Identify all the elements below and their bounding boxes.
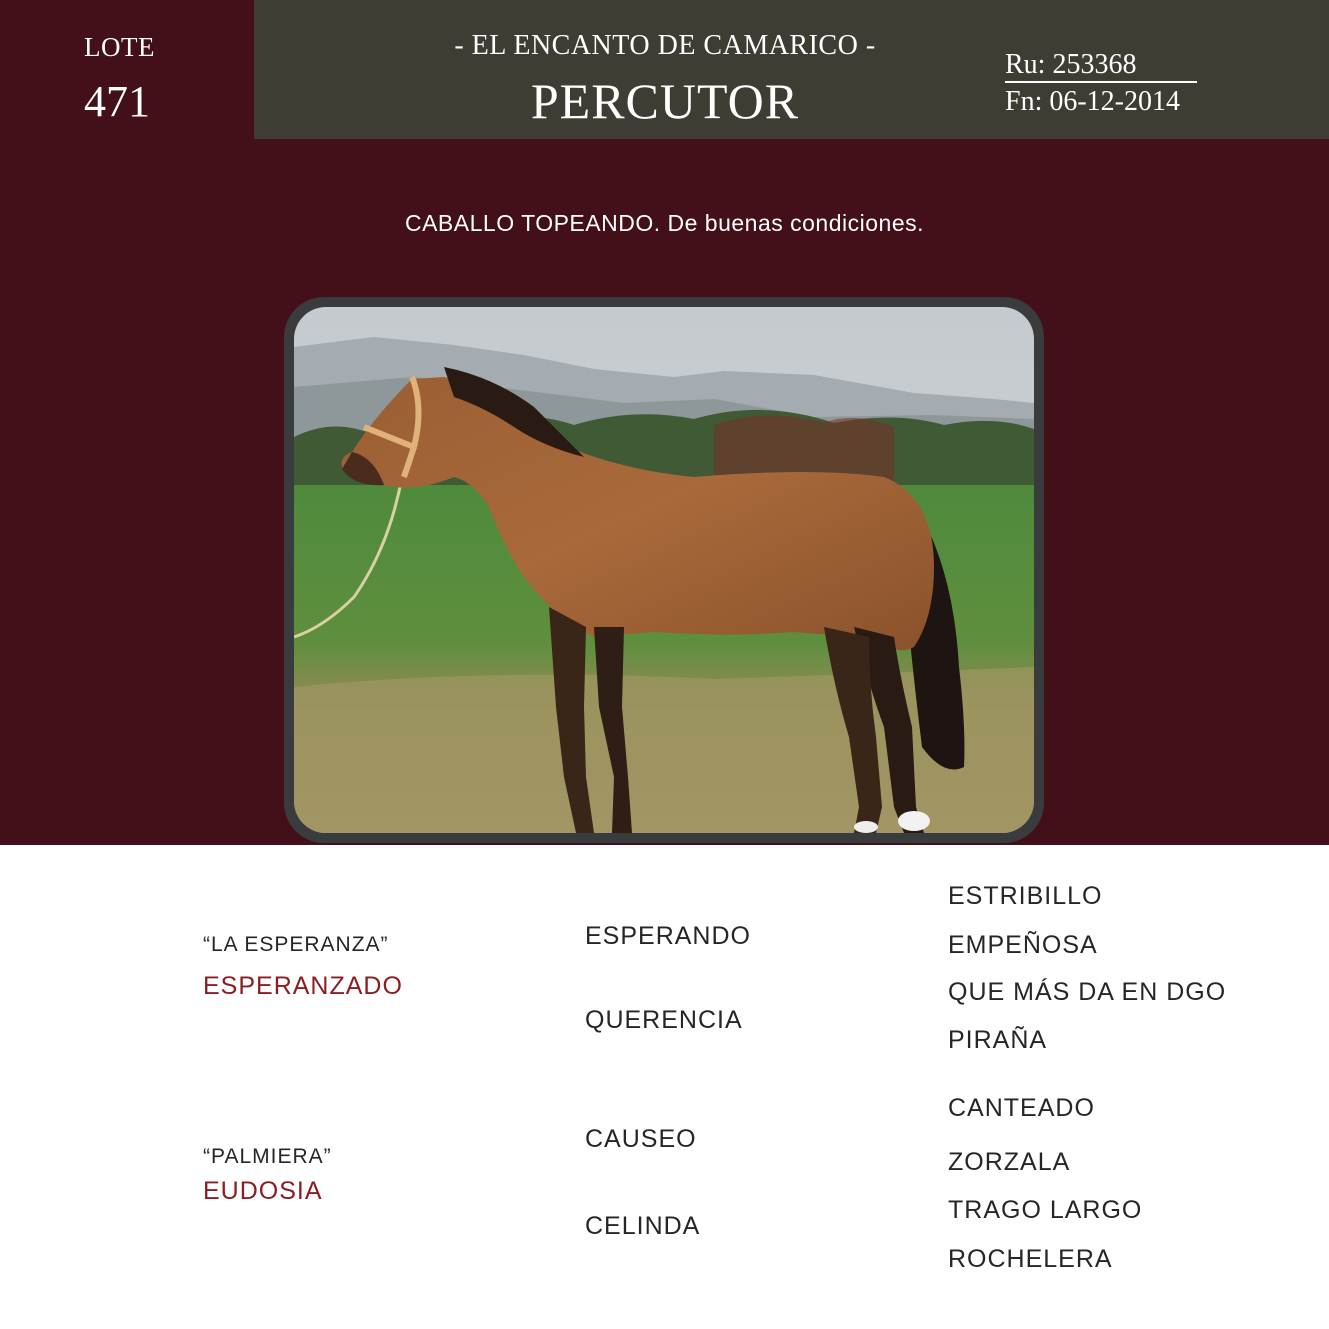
dam-sire-sire: CANTEADO: [948, 1094, 1095, 1122]
lot-box: [0, 0, 254, 139]
dam-farm: “PALMIERA”: [203, 1145, 332, 1168]
horse-name: PERCUTOR: [530, 73, 800, 129]
dam-dam-sire: TRAGO LARGO: [948, 1196, 1143, 1224]
sire-farm: “LA ESPERANZA”: [203, 933, 389, 956]
horse-photo: [294, 307, 1034, 833]
sire-sire-sire: ESTRIBILLO: [948, 882, 1103, 910]
sire-dam: QUERENCIA: [585, 1006, 743, 1034]
photo-frame: [284, 297, 1044, 843]
dam-dam-dam: ROCHELERA: [948, 1245, 1113, 1273]
registration-number: Ru: 253368: [1005, 48, 1197, 83]
lot-number: 471: [84, 77, 150, 126]
dam-dam: CELINDA: [585, 1212, 701, 1240]
title-bar: [254, 0, 1329, 139]
pedigree-section: [0, 845, 1329, 1329]
breeder-name: - EL ENCANTO DE CAMARICO -: [454, 30, 876, 61]
sire-sire-dam: EMPEÑOSA: [948, 931, 1098, 959]
birth-date: Fn: 06-12-2014: [1005, 86, 1180, 117]
sire-dam-sire: QUE MÁS DA EN DGO: [948, 978, 1227, 1006]
dam-sire: CAUSEO: [585, 1125, 697, 1153]
sire-name: ESPERANZADO: [203, 972, 403, 1000]
lot-label: LOTE: [84, 32, 155, 62]
dam-sire-dam: ZORZALA: [948, 1148, 1071, 1176]
sire-sire: ESPERANDO: [585, 922, 751, 950]
sire-dam-dam: PIRAÑA: [948, 1026, 1048, 1054]
dam-name: EUDOSIA: [203, 1177, 323, 1205]
horse-description: CABALLO TOPEANDO. De buenas condiciones.: [404, 210, 924, 236]
